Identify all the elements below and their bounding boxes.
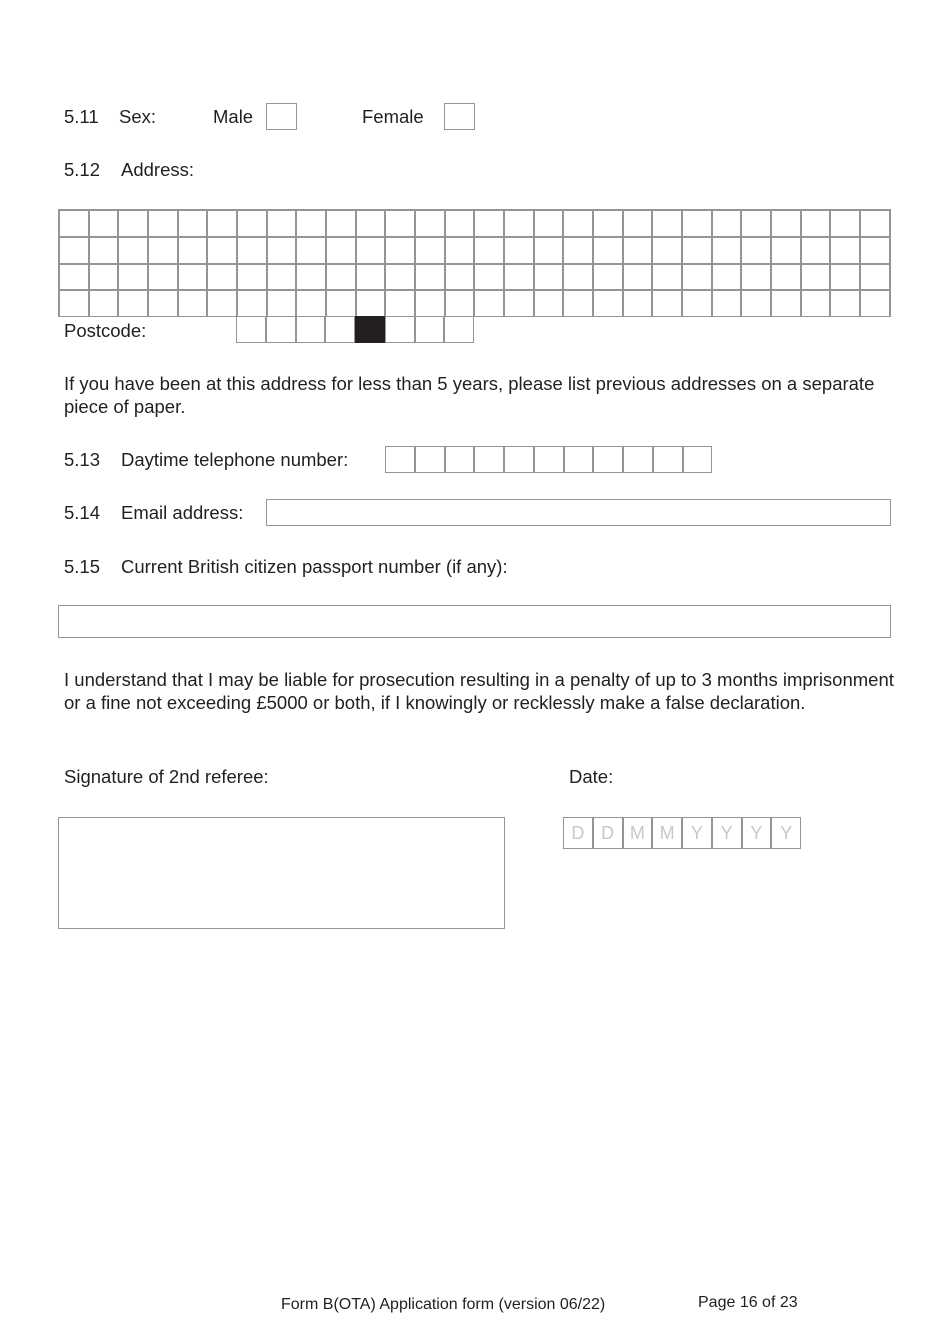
address-cell[interactable]	[771, 290, 801, 317]
address-cell[interactable]	[178, 290, 208, 317]
address-cell[interactable]	[504, 290, 534, 317]
address-cell[interactable]	[474, 210, 504, 237]
address-label: Address:	[121, 159, 195, 180]
address-cell[interactable]	[267, 264, 297, 291]
address-cell[interactable]	[712, 210, 742, 237]
signature-label: Signature of 2nd referee:	[64, 766, 269, 787]
address-cell[interactable]	[356, 210, 386, 237]
address-cell[interactable]	[296, 290, 326, 317]
address-cell[interactable]	[237, 210, 267, 237]
address-cell[interactable]	[563, 264, 593, 291]
address-cell[interactable]	[593, 264, 623, 291]
address-cell[interactable]	[326, 264, 356, 291]
passport-label: Current British citizen passport number (if any):	[121, 556, 508, 577]
address-cell[interactable]	[830, 290, 860, 317]
address-cell[interactable]	[830, 264, 860, 291]
address-cell[interactable]	[623, 264, 653, 291]
postcode-label: Postcode:	[64, 320, 147, 341]
address-cell[interactable]	[593, 237, 623, 264]
address-cell[interactable]	[534, 290, 564, 317]
date-cell[interactable]: Y	[771, 817, 801, 849]
address-cell[interactable]	[296, 237, 326, 264]
address-row	[59, 290, 890, 317]
address-cell[interactable]	[385, 290, 415, 317]
address-cell[interactable]	[326, 210, 356, 237]
address-cell[interactable]	[267, 237, 297, 264]
address-cell[interactable]	[534, 210, 564, 237]
date-cell[interactable]: Y	[742, 817, 772, 849]
signature-box[interactable]	[58, 817, 505, 929]
address-cell[interactable]	[267, 290, 297, 317]
telephone-cell[interactable]	[504, 446, 534, 473]
address-cell[interactable]	[830, 210, 860, 237]
address-cell[interactable]	[801, 264, 831, 291]
address-row	[59, 210, 890, 237]
address-cell[interactable]	[237, 290, 267, 317]
address-cell[interactable]	[474, 290, 504, 317]
address-cell[interactable]	[712, 290, 742, 317]
address-cell[interactable]	[623, 210, 653, 237]
telephone-question-number: 5.13	[64, 449, 101, 470]
address-row	[59, 237, 890, 264]
address-cell[interactable]	[623, 237, 653, 264]
postcode-cell[interactable]	[385, 316, 415, 343]
telephone-cell[interactable]	[474, 446, 504, 473]
address-cell[interactable]	[682, 237, 712, 264]
address-question-number: 5.12	[64, 159, 101, 180]
address-cell[interactable]	[296, 210, 326, 237]
address-cell[interactable]	[652, 290, 682, 317]
address-cell[interactable]	[593, 290, 623, 317]
telephone-cell[interactable]	[593, 446, 623, 473]
address-cell[interactable]	[445, 210, 475, 237]
female-checkbox[interactable]	[444, 103, 475, 130]
address-cell[interactable]	[148, 210, 178, 237]
address-cell[interactable]	[385, 264, 415, 291]
address-cell[interactable]	[207, 290, 237, 317]
address-cell[interactable]	[860, 264, 890, 291]
address-cell[interactable]	[445, 290, 475, 317]
postcode-separator-cell	[355, 316, 385, 343]
address-cell[interactable]	[118, 237, 148, 264]
telephone-label: Daytime telephone number:	[121, 449, 349, 470]
address-cell[interactable]	[178, 264, 208, 291]
address-cell[interactable]	[682, 290, 712, 317]
footer-page-number: Page 16 of 23	[698, 1294, 798, 1311]
address-cell[interactable]	[504, 264, 534, 291]
address-cell[interactable]	[652, 210, 682, 237]
date-label: Date:	[569, 766, 614, 787]
address-cell[interactable]	[326, 237, 356, 264]
address-cell[interactable]	[89, 237, 119, 264]
telephone-cell[interactable]	[415, 446, 445, 473]
telephone-cell[interactable]	[683, 446, 713, 473]
postcode-cell[interactable]	[325, 316, 355, 343]
address-cell[interactable]	[563, 210, 593, 237]
postcode-cell[interactable]	[236, 316, 266, 343]
address-cell[interactable]	[178, 210, 208, 237]
address-cell[interactable]	[534, 264, 564, 291]
address-cell[interactable]	[741, 290, 771, 317]
address-cell[interactable]	[534, 237, 564, 264]
address-cell[interactable]	[830, 237, 860, 264]
address-cell[interactable]	[118, 290, 148, 317]
address-cell[interactable]	[207, 210, 237, 237]
address-cell[interactable]	[356, 237, 386, 264]
address-cell[interactable]	[623, 290, 653, 317]
sex-question-number: 5.11	[64, 106, 99, 127]
address-cell[interactable]	[712, 237, 742, 264]
address-cell[interactable]	[237, 264, 267, 291]
address-cell[interactable]	[474, 264, 504, 291]
address-cell[interactable]	[504, 210, 534, 237]
address-cell[interactable]	[771, 264, 801, 291]
male-checkbox[interactable]	[266, 103, 297, 130]
address-row	[59, 264, 890, 291]
address-cell[interactable]	[89, 264, 119, 291]
male-label: Male	[213, 106, 254, 127]
email-input[interactable]	[266, 499, 891, 526]
address-cell[interactable]	[59, 264, 89, 291]
address-cell[interactable]	[59, 237, 89, 264]
address-cell[interactable]	[474, 237, 504, 264]
date-cell[interactable]: D	[593, 817, 623, 849]
address-cell[interactable]	[860, 237, 890, 264]
address-cell[interactable]	[415, 210, 445, 237]
address-cell[interactable]	[771, 210, 801, 237]
email-question-number: 5.14	[64, 502, 101, 523]
address-cell[interactable]	[237, 237, 267, 264]
address-cell[interactable]	[356, 290, 386, 317]
declaration-text: I understand that I may be liable for prosecution resulting in a penalty of up to 3 months imprisonment or a fine not exceeding £5000 or both, if I knowingly or recklessly make a false declaration.	[64, 669, 894, 713]
footer-form-name: Form B(OTA) Application form (version 06/22)	[281, 1296, 606, 1313]
address-cell[interactable]	[563, 290, 593, 317]
address-cell[interactable]	[385, 210, 415, 237]
address-cell[interactable]	[89, 210, 119, 237]
address-grid[interactable]	[58, 209, 891, 317]
address-cell[interactable]	[652, 264, 682, 291]
telephone-cell[interactable]	[623, 446, 653, 473]
address-cell[interactable]	[415, 237, 445, 264]
sex-label: Sex:	[119, 106, 157, 127]
address-cell[interactable]	[207, 237, 237, 264]
address-cell[interactable]	[296, 264, 326, 291]
address-cell[interactable]	[741, 237, 771, 264]
address-cell[interactable]	[682, 210, 712, 237]
address-cell[interactable]	[860, 290, 890, 317]
female-label: Female	[362, 106, 424, 127]
address-cell[interactable]	[741, 210, 771, 237]
postcode-cell[interactable]	[444, 316, 474, 343]
telephone-cell[interactable]	[564, 446, 594, 473]
telephone-cell[interactable]	[385, 446, 415, 473]
date-cell[interactable]: Y	[712, 817, 742, 849]
postcode-field[interactable]	[236, 316, 474, 343]
telephone-cell[interactable]	[534, 446, 564, 473]
address-cell[interactable]	[712, 264, 742, 291]
address-cell[interactable]	[326, 290, 356, 317]
date-cell[interactable]: M	[652, 817, 682, 849]
address-cell[interactable]	[356, 264, 386, 291]
address-cell[interactable]	[415, 264, 445, 291]
address-cell[interactable]	[801, 210, 831, 237]
address-cell[interactable]	[267, 210, 297, 237]
date-field[interactable]	[563, 817, 801, 849]
address-cell[interactable]	[59, 290, 89, 317]
address-cell[interactable]	[801, 237, 831, 264]
address-cell[interactable]	[445, 237, 475, 264]
address-cell[interactable]	[118, 264, 148, 291]
passport-number-input[interactable]	[58, 605, 891, 638]
address-cell[interactable]	[148, 237, 178, 264]
address-cell[interactable]	[118, 210, 148, 237]
postcode-cell[interactable]	[415, 316, 445, 343]
postcode-cell[interactable]	[266, 316, 296, 343]
address-cell[interactable]	[563, 237, 593, 264]
address-cell[interactable]	[771, 237, 801, 264]
address-cell[interactable]	[801, 290, 831, 317]
email-label: Email address:	[121, 502, 244, 523]
date-cell[interactable]: D	[563, 817, 593, 849]
address-cell[interactable]	[89, 290, 119, 317]
address-cell[interactable]	[207, 264, 237, 291]
telephone-cell[interactable]	[653, 446, 683, 473]
address-cell[interactable]	[148, 264, 178, 291]
address-cell[interactable]	[178, 237, 208, 264]
passport-question-number: 5.15	[64, 556, 101, 577]
address-cell[interactable]	[652, 237, 682, 264]
address-cell[interactable]	[860, 210, 890, 237]
telephone-field[interactable]	[385, 446, 712, 473]
address-cell[interactable]	[59, 210, 89, 237]
date-cell[interactable]: Y	[682, 817, 712, 849]
address-cell[interactable]	[593, 210, 623, 237]
address-cell[interactable]	[504, 237, 534, 264]
address-cell[interactable]	[415, 290, 445, 317]
postcode-cell[interactable]	[296, 316, 326, 343]
address-cell[interactable]	[741, 264, 771, 291]
address-cell[interactable]	[682, 264, 712, 291]
previous-addresses-note: If you have been at this address for less than 5 years, please list previous addresses on a separate piece of paper.	[64, 373, 875, 417]
date-cell[interactable]: M	[623, 817, 653, 849]
address-cell[interactable]	[385, 237, 415, 264]
address-cell[interactable]	[445, 264, 475, 291]
telephone-cell[interactable]	[445, 446, 475, 473]
address-cell[interactable]	[148, 290, 178, 317]
